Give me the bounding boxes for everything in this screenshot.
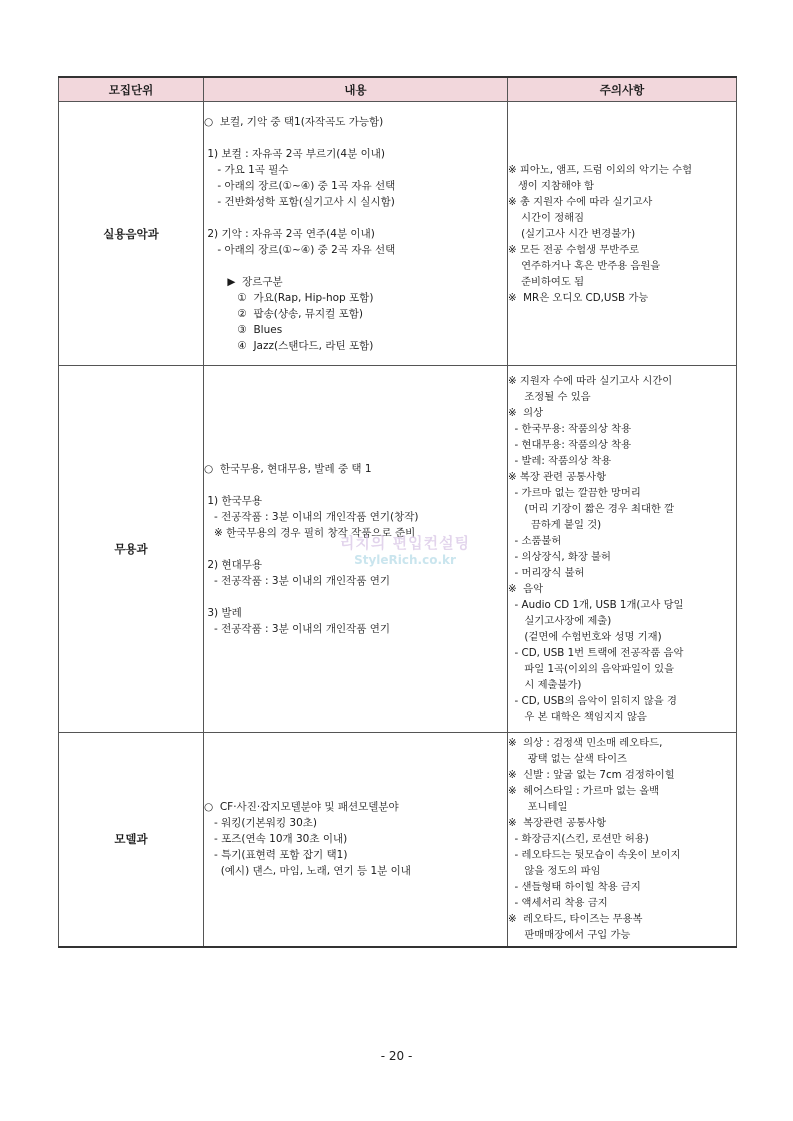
text-line: ※ 헤어스타일 : 가르마 없는 올백 (508, 785, 660, 798)
blank-line (204, 477, 507, 493)
text-line: 판매매장에서 구입 가능 (508, 929, 631, 942)
unit-cell: 실용음악과 (59, 102, 204, 366)
text-line: - 소품불허 (508, 535, 562, 547)
text-line: ④ Jazz(스탠다드, 라틴 포함) (204, 339, 374, 352)
admission-requirements-table (58, 76, 737, 948)
text-line: - CD, USB의 음악이 읽히지 않을 경 (508, 695, 677, 707)
text-line: - 발레: 작품의상 착용 (508, 455, 612, 467)
text-line: ※ 지원자 수에 따라 실기고사 시간이 (508, 375, 673, 387)
text-line: ○ 보컬, 기악 중 택1(자작곡도 가능함) (204, 115, 384, 128)
text-line: ※ 레오타드, 타이즈는 무용복 (508, 913, 643, 926)
text-line: - 건반화성학 포함(실기고사 시 실시함) (204, 195, 395, 208)
text-line: ② 팝송(샹송, 뮤지컬 포함) (204, 307, 363, 320)
text-line: - 워킹(기본워킹 30초) (204, 817, 318, 830)
blank-line (204, 589, 507, 605)
text-line: - 레오타드는 뒷모습이 속옷이 보이지 (508, 849, 681, 862)
text-line: - 특기(표현력 포함 잡기 택1) (204, 849, 348, 862)
text-line: 광택 없는 살색 타이즈 (508, 753, 627, 766)
text-line: 2) 기악 : 자유곡 2곡 연주(4분 이내) (204, 227, 375, 240)
text-line: - 한국무용: 작품의상 착용 (508, 423, 632, 435)
header-unit: 모집단위 (59, 77, 204, 102)
text-line: 1) 한국무용 (204, 495, 263, 507)
content-cell (204, 366, 508, 733)
text-line: ③ Blues (204, 323, 283, 336)
text-line: ▶ 장르구분 (204, 275, 283, 288)
text-line: 준비하여도 됨 (508, 275, 585, 288)
text-line: ※ 복장관련 공통사항 (508, 817, 607, 830)
text-line: (실기고사 시간 변경불가) (508, 227, 636, 240)
text-line: (겉면에 수험번호와 성명 기재) (508, 631, 662, 643)
text-line: (머리 기장이 짧은 경우 최대한 깔 (508, 503, 675, 515)
text-line: - 액세서리 착용 금지 (508, 897, 608, 910)
text-line: - Audio CD 1개, USB 1개(고사 당일 (508, 599, 684, 611)
text-line: - 전공작품 : 3분 이내의 개인작품 연기(창작) (204, 511, 419, 523)
text-line: 생이 지참해야 함 (508, 179, 594, 192)
text-line: - 가르마 없는 깔끔한 망머리 (508, 487, 641, 499)
text-line: 연주하거나 혹은 반주용 음원을 (508, 259, 661, 272)
text-line: ※ 한국무용의 경우 필히 창작 작품으로 준비 (204, 527, 416, 539)
text-line: (예시) 댄스, 마임, 노래, 연기 등 1분 이내 (204, 865, 411, 878)
content-cell (204, 733, 508, 947)
unit-cell: 무용과 (59, 366, 204, 733)
text-line: 조정될 수 있음 (508, 391, 591, 403)
text-line: - 머리장식 불허 (508, 567, 585, 579)
content-cell (204, 102, 508, 366)
text-line: - 현대무용: 작품의상 착용 (508, 439, 632, 451)
notes-cell (508, 366, 737, 733)
notes-cell (508, 733, 737, 947)
text-line: - 포즈(연속 10개 30초 이내) (204, 833, 348, 846)
table-row (59, 366, 737, 733)
watermark-line-1: 리치의 편입컨설팅 (339, 534, 471, 552)
blank-line (204, 210, 507, 226)
text-line: - 아래의 장르(①~④) 중 2곡 자유 선택 (204, 243, 396, 256)
watermark-line-2: StyleRich.co.kr (354, 553, 456, 567)
text-line: ① 가요(Rap, Hip-hop 포함) (204, 291, 374, 304)
header-notes: 주의사항 (508, 77, 737, 102)
text-line: - CD, USB 1번 트랙에 전공작품 음악 (508, 647, 684, 659)
text-line: ※ 총 지원자 수에 따라 실기고사 (508, 195, 653, 208)
blank-line (204, 258, 507, 274)
text-line: - 의상장식, 화장 불허 (508, 551, 611, 563)
text-line: ※ 음악 (508, 583, 544, 595)
text-line: ※ 모든 전공 수험생 무반주로 (508, 243, 640, 256)
unit-cell: 모델과 (59, 733, 204, 947)
text-line: ※ 피아노, 앰프, 드럼 이외의 악기는 수험 (508, 163, 693, 176)
text-line: - 가요 1곡 필수 (204, 163, 289, 176)
notes-cell (508, 102, 737, 366)
text-line: ※ 의상 (508, 407, 544, 419)
text-line: 3) 발레 (204, 607, 242, 619)
text-line: - 화장금지(스킨, 로션만 허용) (508, 833, 649, 846)
blank-line (204, 130, 507, 146)
text-line: ○ 한국무용, 현대무용, 발레 중 택 1 (204, 463, 372, 475)
header-content: 내용 (204, 77, 508, 102)
text-line: - 샌들형태 하이힐 착용 금지 (508, 881, 641, 894)
text-line: 실기고사장에 제출) (508, 615, 612, 627)
blank-line (204, 541, 507, 557)
text-line: 끔하게 붙일 것) (508, 519, 602, 531)
text-line: - 전공작품 : 3분 이내의 개인작품 연기 (204, 623, 391, 635)
text-line: - 전공작품 : 3분 이내의 개인작품 연기 (204, 575, 391, 587)
table-header-row (59, 77, 737, 102)
text-line: 포니테일 (508, 801, 568, 814)
text-line: 우 본 대학은 책임지지 않음 (508, 711, 647, 723)
text-line: 시간이 정해짐 (508, 211, 585, 224)
table-row (59, 102, 737, 366)
text-line: ※ MR은 오디오 CD,USB 가능 (508, 291, 649, 304)
text-line: ※ 신발 : 앞굽 없는 7cm 검정하이힐 (508, 769, 675, 782)
text-line: ○ CF·사진·잡지모델분야 및 패션모델분야 (204, 801, 399, 814)
text-line: 파일 1곡(이외의 음악파일이 있을 (508, 663, 675, 675)
table-row (59, 733, 737, 947)
text-line: 1) 보컬 : 자유곡 2곡 부르기(4분 이내) (204, 147, 385, 160)
text-line: - 아래의 장르(①~④) 중 1곡 자유 선택 (204, 179, 396, 192)
text-line: 시 제출불가) (508, 679, 582, 691)
page-number: - 20 - (380, 1049, 413, 1063)
text-line: 2) 현대무용 (204, 559, 263, 571)
text-line: ※ 의상 : 검정색 민소매 레오타드, (508, 737, 663, 750)
text-line: ※ 복장 관련 공통사항 (508, 471, 607, 483)
text-line: 않을 정도의 파임 (508, 865, 601, 878)
